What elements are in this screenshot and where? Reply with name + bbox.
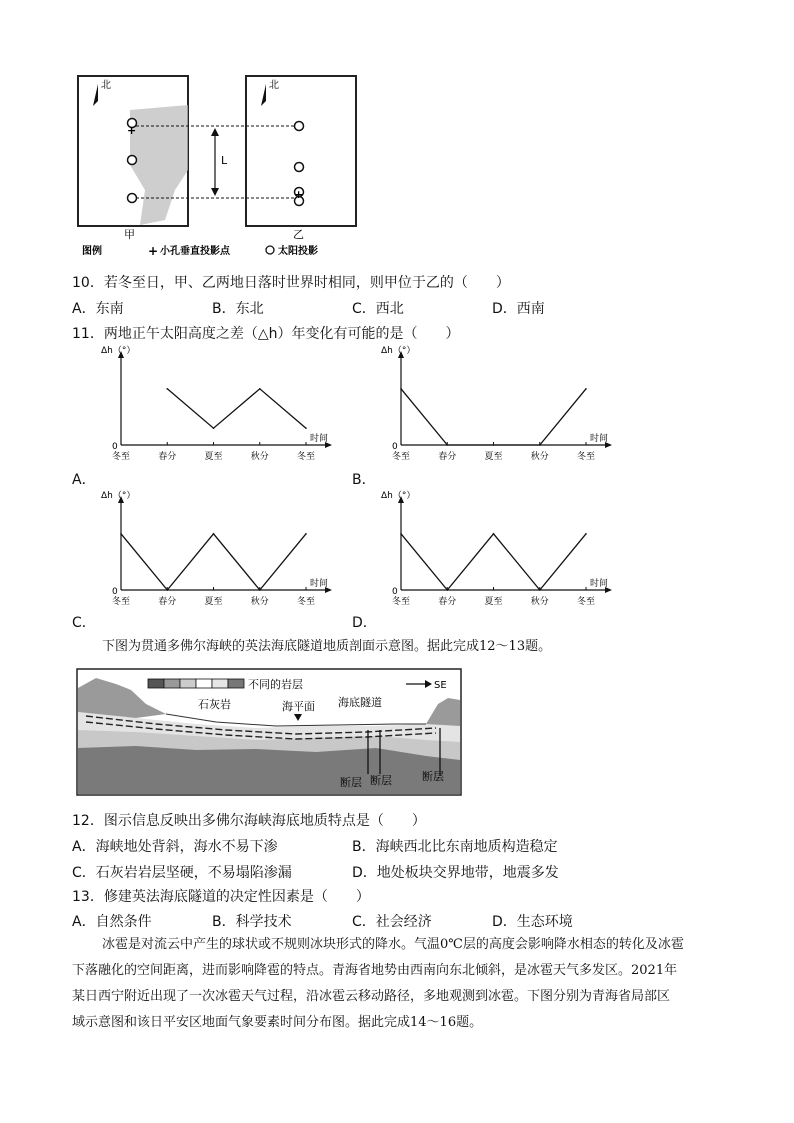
q10-stem: 10．若冬至日，甲、乙两地日落时世界时相同，则甲位于乙的（ ）	[72, 275, 510, 291]
legend-swatch	[228, 679, 244, 688]
q13-option-a[interactable]: A．自然条件	[72, 914, 152, 930]
x-tick-label: 冬至	[391, 597, 411, 607]
series-line	[121, 534, 306, 590]
q12-option-a[interactable]: A．海峡地处背斜，海水不易下渗	[72, 839, 278, 855]
origin-label: 0	[392, 442, 398, 452]
fault-label-2: 断层	[370, 774, 392, 787]
q13-option-b[interactable]: B．科学技术	[212, 914, 292, 930]
x-tick-label: 夏至	[204, 597, 223, 607]
intro-14-16-line4: 域示意图和该日平安区地面气象要素时间分布图。据此完成14～16题。	[72, 1015, 483, 1030]
panel-label-yi: 乙	[293, 228, 304, 241]
origin-label: 0	[112, 442, 118, 452]
x-tick-label: 夏至	[484, 452, 503, 462]
data-point	[120, 533, 122, 535]
legend-plus-icon: +	[148, 244, 159, 258]
q13-option-c[interactable]: C．社会经济	[352, 914, 432, 930]
sun-projection-circle	[295, 163, 304, 172]
x-axis-label: 时间	[310, 434, 329, 444]
data-point	[493, 444, 495, 446]
chart-c	[95, 490, 335, 620]
q12-option-b[interactable]: B．海峡西北比东南地质构造稳定	[352, 839, 558, 855]
legend-swatch	[180, 679, 196, 688]
series-line	[401, 389, 586, 445]
intro-14-16-line2: 下落融化的空间距离，进而影响降雹的特点。青海省地势由西南向东北倾斜，是冰雹天气多发区。2021年	[72, 963, 678, 978]
series-line	[401, 534, 586, 590]
x-tick-label: 冬至	[296, 597, 316, 607]
chart-a	[95, 345, 335, 475]
q12-stem: 12．图示信息反映出多佛尔海峡海底地质特点是（ ）	[72, 813, 426, 829]
fault-label-3: 断层	[422, 770, 444, 783]
series-line	[167, 389, 306, 428]
data-point	[446, 589, 448, 591]
q11-stem: 11．两地正午太阳高度之差（△h）年变化有可能的是（ ）	[72, 326, 460, 342]
q13-stem: 13．修建英法海底隧道的决定性因素是（ ）	[72, 889, 370, 905]
data-point	[213, 533, 215, 535]
shadow-figure	[70, 70, 370, 262]
legend-circle-icon	[266, 246, 274, 254]
chart-d	[375, 490, 615, 620]
y-axis-label: Δh（°）	[381, 491, 416, 501]
intro-12-13: 下图为贯通多佛尔海峡的英法海底隧道地质剖面示意图。据此完成12～13题。	[102, 639, 552, 654]
panel-label-jia: 甲	[124, 228, 135, 241]
q10-option-a[interactable]: A．东南	[72, 301, 124, 317]
tunnel-profile-figure	[76, 668, 462, 796]
x-tick-label: 春分	[438, 452, 457, 462]
q12-option-d[interactable]: D．地处板块交界地带，地震多发	[352, 865, 559, 881]
x-tick-label: 夏至	[204, 452, 223, 462]
x-axis-label: 时间	[310, 579, 329, 589]
x-tick-label: 冬至	[391, 452, 411, 462]
data-point	[259, 589, 261, 591]
data-point	[213, 427, 215, 429]
y-axis-label: Δh（°）	[101, 491, 136, 501]
origin-label: 0	[112, 587, 118, 597]
arrow-head-up-icon	[211, 128, 219, 136]
data-point	[305, 427, 307, 429]
x-tick-label: 秋分	[530, 452, 549, 462]
sea-level-label: 海平面	[282, 700, 315, 713]
sun-projection-circle	[128, 194, 137, 203]
chart-b	[375, 345, 615, 475]
data-point	[166, 589, 168, 591]
q11-option-b[interactable]: B．	[352, 472, 376, 488]
y-axis-label: Δh（°）	[381, 346, 416, 356]
q11-option-a[interactable]: A．	[72, 472, 96, 488]
q13-option-d[interactable]: D．生态环境	[492, 914, 573, 930]
x-tick-label: 秋分	[250, 597, 269, 607]
legend-swatch	[164, 679, 180, 688]
arrow-head-down-icon	[211, 188, 219, 196]
legend-swatch	[148, 679, 164, 688]
data-point	[166, 388, 168, 390]
x-axis-label: 时间	[590, 434, 609, 444]
y-axis-label: Δh（°）	[101, 346, 136, 356]
data-point	[259, 388, 261, 390]
direction-label: SE	[434, 680, 447, 691]
north-label-yi: 北	[269, 80, 279, 91]
sun-projection-circle	[295, 122, 304, 131]
data-point	[400, 388, 402, 390]
origin-label: 0	[392, 587, 398, 597]
q10-option-c[interactable]: C．西北	[352, 301, 404, 317]
fault-label-1: 断层	[340, 776, 362, 789]
distance-label: L	[221, 154, 228, 167]
intro-14-16-line3: 某日西宁附近出现了一次冰雹天气过程，沿冰雹云移动路径，多地观测到冰雹。下图分别为青海省局部区	[72, 989, 671, 1004]
pinhole-plus-icon: +	[127, 124, 137, 137]
data-point	[539, 444, 541, 446]
tunnel-label: 海底隧道	[338, 696, 382, 709]
x-tick-label: 冬至	[111, 597, 131, 607]
legend-rock-label: 不同的岩层	[248, 678, 303, 691]
x-tick-label: 秋分	[250, 452, 269, 462]
x-tick-label: 夏至	[484, 597, 503, 607]
x-tick-label: 秋分	[530, 597, 549, 607]
north-label-jia: 北	[101, 80, 111, 91]
legend-swatch	[196, 679, 212, 688]
legend-circle-label: 太阳投影	[278, 246, 318, 257]
x-axis-label: 时间	[590, 579, 609, 589]
q10-option-d[interactable]: D．西南	[492, 301, 545, 317]
x-tick-label: 春分	[158, 452, 177, 462]
data-point	[539, 589, 541, 591]
x-tick-label: 冬至	[296, 452, 316, 462]
q11-option-c[interactable]: C．	[72, 615, 96, 631]
x-tick-label: 春分	[158, 597, 177, 607]
q12-option-c[interactable]: C．石灰岩岩层坚硬，不易塌陷渗漏	[72, 865, 292, 881]
pinhole-plus-icon: +	[294, 188, 304, 201]
limestone-label: 石灰岩	[198, 698, 231, 711]
x-tick-label: 冬至	[576, 452, 596, 462]
x-tick-label: 冬至	[111, 452, 131, 462]
data-point	[585, 388, 587, 390]
data-point	[585, 533, 587, 535]
data-point	[305, 533, 307, 535]
x-tick-label: 冬至	[576, 597, 596, 607]
q10-option-b[interactable]: B．东北	[212, 301, 264, 317]
data-point	[400, 533, 402, 535]
legend-prefix: 图例	[82, 246, 102, 257]
legend-plus-label: 小孔垂直投影点	[160, 246, 230, 257]
data-point	[493, 533, 495, 535]
x-tick-label: 春分	[438, 597, 457, 607]
intro-14-16-line1: 冰雹是对流云中产生的球状或不规则冰块形式的降水。气温0℃层的高度会影响降水相态的转化及冰雹	[102, 937, 684, 952]
sun-projection-circle	[128, 156, 137, 165]
data-point	[446, 444, 448, 446]
q11-option-d[interactable]: D．	[352, 615, 377, 631]
legend-swatch	[212, 679, 228, 688]
